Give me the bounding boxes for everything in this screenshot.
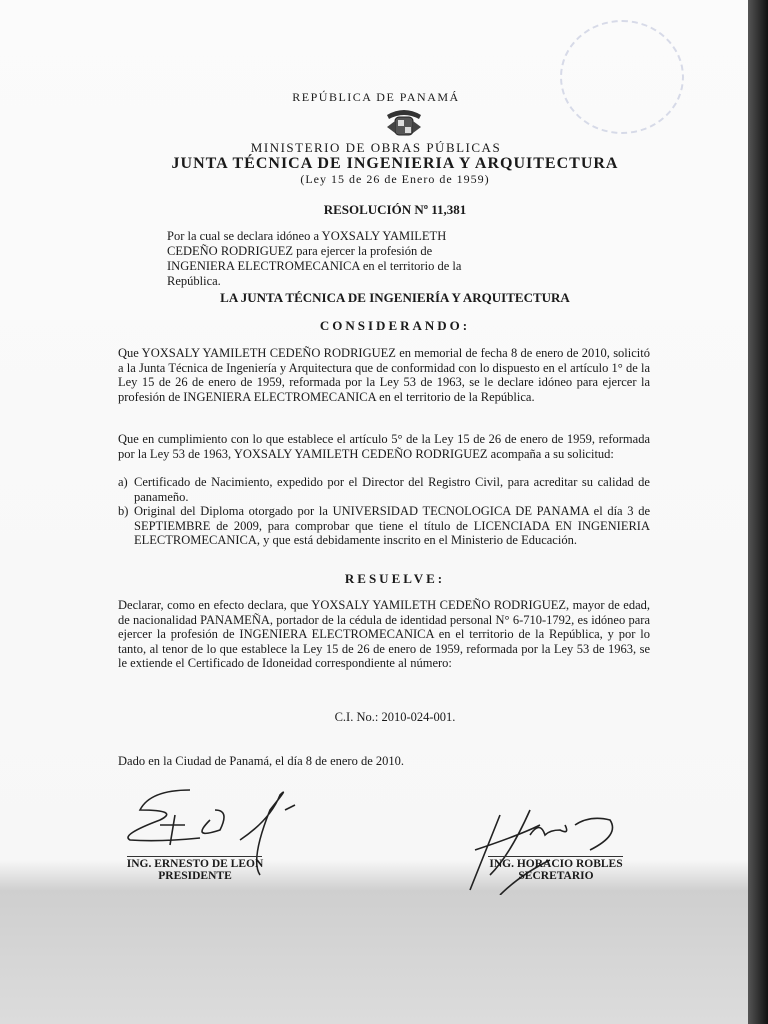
law-reference: (Ley 15 de 26 de Enero de 1959) bbox=[300, 172, 490, 186]
considerando-paragraph-1: Que YOXSALY YAMILETH CEDEÑO RODRIGUEZ en memorial de fecha 8 de enero de 2010, solicitó a la Junta Técnica de Ingeniería y Arquitectura que de conformidad con lo dispuesto en el artículo 1° de la Ley 15 de 26 de enero de 1959, reformada por la Ley 53 de 1963, se le declare idóneo para ejercer la profesión de INGENIERA ELECTROMECANICA en el territorio de la República. bbox=[118, 346, 650, 404]
signatory-secretary: ING. HORACIO ROBLES SECRETARIO bbox=[489, 858, 623, 882]
board-heading: JUNTA TÉCNICA DE INGENIERIA Y ARQUITECTURA bbox=[171, 155, 619, 172]
date-place: Dado en la Ciudad de Panamá, el día 8 de enero de 2010. bbox=[118, 754, 405, 768]
resuelve-paragraph: Declarar, como en efecto declara, que YOXSALY YAMILETH CEDEÑO RODRIGUEZ, mayor de edad, de nacionalidad PANAMEÑA, portador de la cédula de identidad personal N° 6-710-1792, es idóneo para ejercer la profesión de INGENIERA ELECTROMECANICA en el territorio de la República, y por lo tanto, al tenor de lo que establece la Ley 15 de 26 de enero de 1959, reformada por la Ley 53 de 1963, se le extiende el Certificado de Idoneidad correspondiente al número: bbox=[118, 598, 650, 670]
requirements-list bbox=[118, 475, 650, 548]
certificate-number: C.I. No.: 2010-024-001. bbox=[334, 710, 456, 724]
list-item: b) Original del Diploma otorgado por la UNIVERSIDAD TECNOLOGICA DE PANAMA el día 3 de SEPTIEMBRE de 2009, para comprobar que tiene el título de LICENCIADA EN INGENIERIA ELECTROMECANICA, y que está debidamente inscrito en el Ministerio de Educación. bbox=[118, 504, 650, 547]
ministry-heading: MINISTERIO DE OBRAS PÚBLICAS bbox=[250, 140, 502, 155]
coat-of-arms-icon bbox=[383, 107, 425, 141]
signatory-president: ING. ERNESTO DE LEON PRESIDENTE bbox=[126, 858, 264, 882]
scan-edge-shadow bbox=[748, 0, 768, 1024]
resolution-intro: Por la cual se declara idóneo a YOXSALY YAMILETH CEDEÑO RODRIGUEZ para ejercer la profesión de INGENIERA ELECTROMECANICA en el territorio de la República. bbox=[167, 229, 462, 288]
list-item: a) Certificado de Nacimiento, expedido por el Director del Registro Civil, para acreditar su calidad de panameño. bbox=[118, 475, 650, 504]
resolution-title: RESOLUCIÓN Nº 11,381 bbox=[323, 202, 467, 217]
signature-line-president bbox=[127, 856, 262, 857]
considerando-heading: CONSIDERANDO: bbox=[319, 318, 471, 333]
board-title: LA JUNTA TÉCNICA DE INGENIERÍA Y ARQUITECTURA bbox=[220, 290, 570, 305]
republic-heading: REPÚBLICA DE PANAMÁ bbox=[292, 90, 460, 104]
considerando-paragraph-2: Que en cumplimiento con lo que establece el artículo 5° de la Ley 15 de 26 de enero de 1959, reformada por la Ley 53 de 1963, YOXSALY YAMILETH CEDEÑO RODRIGUEZ acompaña a su solicitud: bbox=[118, 432, 650, 461]
seal-stamp bbox=[560, 20, 684, 134]
signature-line-secretary bbox=[488, 856, 623, 857]
resuelve-heading: RESUELVE: bbox=[344, 571, 446, 586]
